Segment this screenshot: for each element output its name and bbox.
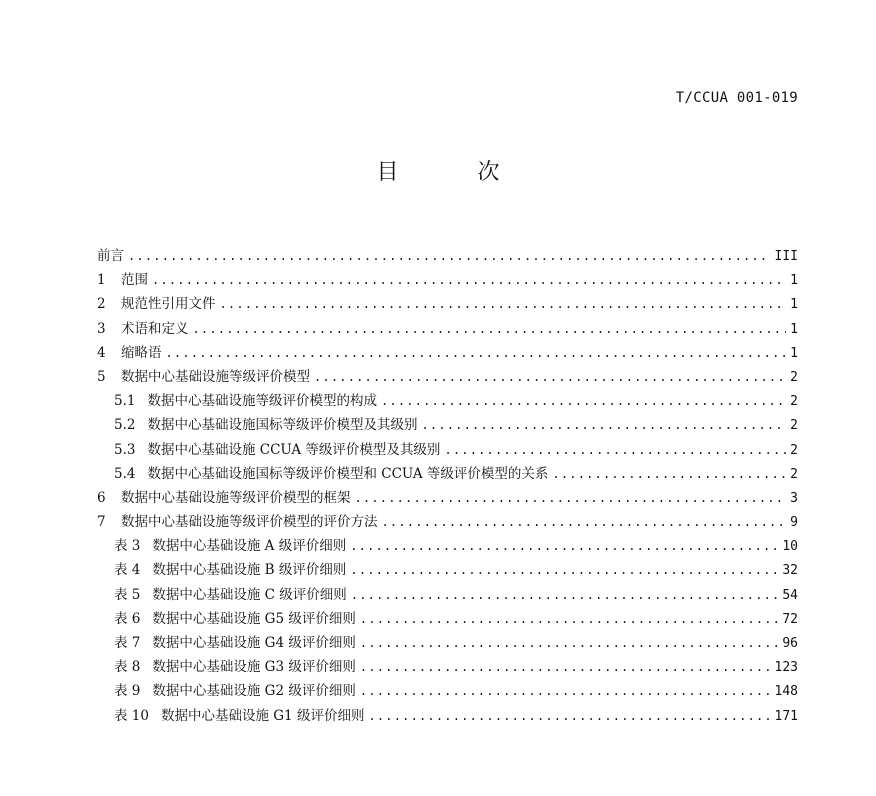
toc-entry-number: 5.3	[114, 441, 136, 458]
toc-entry-page: 2	[790, 394, 798, 410]
toc-entry-label	[114, 655, 356, 675]
toc-entry-page: 54	[782, 587, 798, 603]
toc-entry-text: 缩略语	[121, 344, 162, 361]
toc-entry-text: 数据中心基础设施等级评价模型的评价方法	[121, 514, 378, 531]
toc-dot-leader	[382, 515, 787, 529]
toc-dot-leader	[368, 709, 770, 723]
toc-entry-label	[114, 389, 377, 409]
toc-dot-leader	[381, 394, 786, 408]
toc-entry-number: 5.4	[114, 465, 136, 482]
toc-dot-leader	[360, 612, 778, 626]
toc-entry-page: 1	[790, 321, 798, 337]
toc-entry-page: 9	[790, 515, 798, 531]
toc-entry-text: 范围	[121, 272, 148, 289]
toc-entry-number: 表 10	[114, 707, 149, 724]
toc-entry-number: 表 8	[114, 659, 141, 676]
toc-entry-number: 3	[97, 320, 106, 337]
toc-entry-label	[114, 558, 346, 578]
toc-entry[interactable]	[97, 462, 798, 486]
toc-dot-leader	[421, 418, 786, 432]
toc-entry-page: 1	[790, 345, 798, 361]
toc-dot-leader	[350, 539, 778, 553]
toc-dot-leader	[444, 443, 786, 457]
toc-dot-leader	[360, 684, 771, 698]
toc-entry[interactable]	[97, 244, 798, 268]
toc-entry-page: 1	[790, 273, 798, 289]
toc-entry-label	[97, 244, 124, 264]
toc-entry-page: 72	[782, 611, 798, 627]
toc-entry-text: 数据中心基础设施等级评价模型	[121, 368, 310, 385]
toc-entry[interactable]	[97, 292, 798, 316]
toc-entry-page: 2	[790, 418, 798, 434]
toc-entry-label	[114, 704, 364, 724]
toc-entry[interactable]	[97, 486, 798, 510]
toc-dot-leader	[350, 563, 778, 577]
toc-entry-label	[97, 365, 310, 385]
toc-entry-label	[97, 510, 378, 530]
toc-entry-number: 5.2	[114, 417, 136, 434]
toc-entry-number: 4	[97, 344, 106, 361]
toc-entry-page: 32	[782, 563, 798, 579]
toc-entry-text: 数据中心基础设施国标等级评价模型及其级别	[147, 417, 418, 434]
toc-entry-label	[114, 413, 417, 433]
toc-entry[interactable]	[97, 607, 798, 631]
toc-entry[interactable]	[97, 413, 798, 437]
toc-entry-number: 5	[97, 368, 106, 385]
toc-entry-number: 1	[97, 272, 106, 289]
toc-entry-text: 术语和定义	[121, 320, 189, 337]
toc-entry[interactable]	[97, 268, 798, 292]
toc-dot-leader	[220, 297, 787, 311]
page-title: 目 次	[376, 160, 536, 185]
toc-entry-text: 数据中心基础设施 G2 级评价细则	[152, 683, 356, 700]
toc-entry-page: 123	[774, 660, 798, 676]
toc-entry-page: 148	[774, 684, 798, 700]
toc-dot-leader	[360, 636, 778, 650]
toc-entry-text: 数据中心基础设施 A 级评价细则	[152, 538, 347, 555]
toc-entry-text: 数据中心基础设施 G5 级评价细则	[152, 610, 356, 627]
toc-entry-label	[114, 631, 356, 651]
toc-entry-text: 数据中心基础设施国标等级评价模型和 CCUA 等级评价模型的关系	[147, 465, 549, 482]
toc-dot-leader	[314, 370, 786, 384]
toc-entry-text: 数据中心基础设施等级评价模型的构成	[147, 393, 377, 410]
toc-entry[interactable]	[97, 679, 798, 703]
toc-entry-number: 2	[97, 296, 106, 313]
toc-entry-number: 表 9	[114, 683, 141, 700]
toc-entry[interactable]	[97, 438, 798, 462]
toc-entry-text: 数据中心基础设施等级评价模型的框架	[121, 489, 351, 506]
toc-entry-text: 数据中心基础设施 B 级评价细则	[152, 562, 347, 579]
toc-entry-page: 10	[782, 539, 798, 555]
toc-entry[interactable]	[97, 534, 798, 558]
toc-entry-number: 表 7	[114, 635, 141, 651]
toc-entry-page: 3	[790, 490, 798, 506]
toc-dot-leader	[166, 346, 787, 360]
toc-entry-page: III	[774, 249, 798, 264]
table-of-contents	[97, 244, 798, 728]
toc-entry-number: 表 4	[114, 562, 141, 579]
toc-dot-leader	[360, 660, 771, 674]
toc-entry-page: 1	[790, 297, 798, 313]
toc-entry-text: 数据中心基础设施 G1 级评价细则	[160, 707, 365, 724]
toc-entry[interactable]	[97, 704, 798, 728]
toc-entry-label	[114, 462, 548, 482]
document-id: T/CCUA 001-019	[675, 90, 798, 106]
toc-entry-label	[114, 534, 346, 554]
toc-entry-label	[97, 292, 216, 312]
toc-entry-number: 6	[97, 489, 106, 506]
toc-entry-number: 表 5	[114, 586, 141, 603]
toc-dot-leader	[193, 322, 787, 336]
toc-entry-page: 171	[774, 708, 798, 724]
toc-entry-page: 2	[790, 369, 798, 385]
toc-dot-leader	[128, 249, 771, 263]
toc-entry-label	[97, 486, 351, 506]
toc-entry-label	[97, 268, 148, 288]
toc-entry-page: 2	[790, 466, 798, 482]
toc-entry-label	[97, 341, 162, 361]
toc-entry[interactable]	[97, 317, 798, 341]
toc-entry[interactable]	[97, 510, 798, 534]
toc-entry-number: 表 3	[114, 538, 141, 555]
toc-entry[interactable]	[97, 341, 798, 365]
toc-entry-label	[114, 438, 440, 458]
toc-entry-text: 数据中心基础设施 G4 级评价细则	[152, 635, 356, 651]
toc-entry-text: 数据中心基础设施 CCUA 等级评价模型及其级别	[147, 441, 441, 458]
toc-entry[interactable]	[97, 389, 798, 413]
toc-dot-leader	[552, 467, 786, 481]
toc-entry-page: 2	[790, 442, 798, 458]
toc-dot-leader	[152, 273, 786, 287]
toc-entry-number: 5.1	[114, 393, 136, 410]
toc-dot-leader	[355, 491, 787, 505]
toc-entry-label	[114, 679, 356, 699]
toc-entry[interactable]	[97, 655, 798, 679]
toc-entry-text: 前言	[97, 248, 124, 264]
toc-dot-leader	[351, 588, 779, 602]
toc-entry[interactable]	[97, 631, 798, 655]
toc-entry-text: 规范性引用文件	[121, 296, 216, 313]
toc-entry[interactable]	[97, 365, 798, 389]
toc-entry-page: 96	[782, 636, 798, 651]
toc-entry[interactable]	[97, 558, 798, 582]
toc-entry[interactable]	[97, 583, 798, 607]
toc-entry-label	[114, 607, 356, 627]
toc-entry-label	[97, 317, 189, 337]
toc-entry-text: 数据中心基础设施 G3 级评价细则	[152, 659, 356, 676]
toc-entry-text: 数据中心基础设施 C 级评价细则	[152, 586, 347, 603]
toc-entry-number: 7	[97, 514, 106, 531]
toc-entry-label	[114, 583, 347, 603]
toc-entry-number: 表 6	[114, 610, 141, 627]
